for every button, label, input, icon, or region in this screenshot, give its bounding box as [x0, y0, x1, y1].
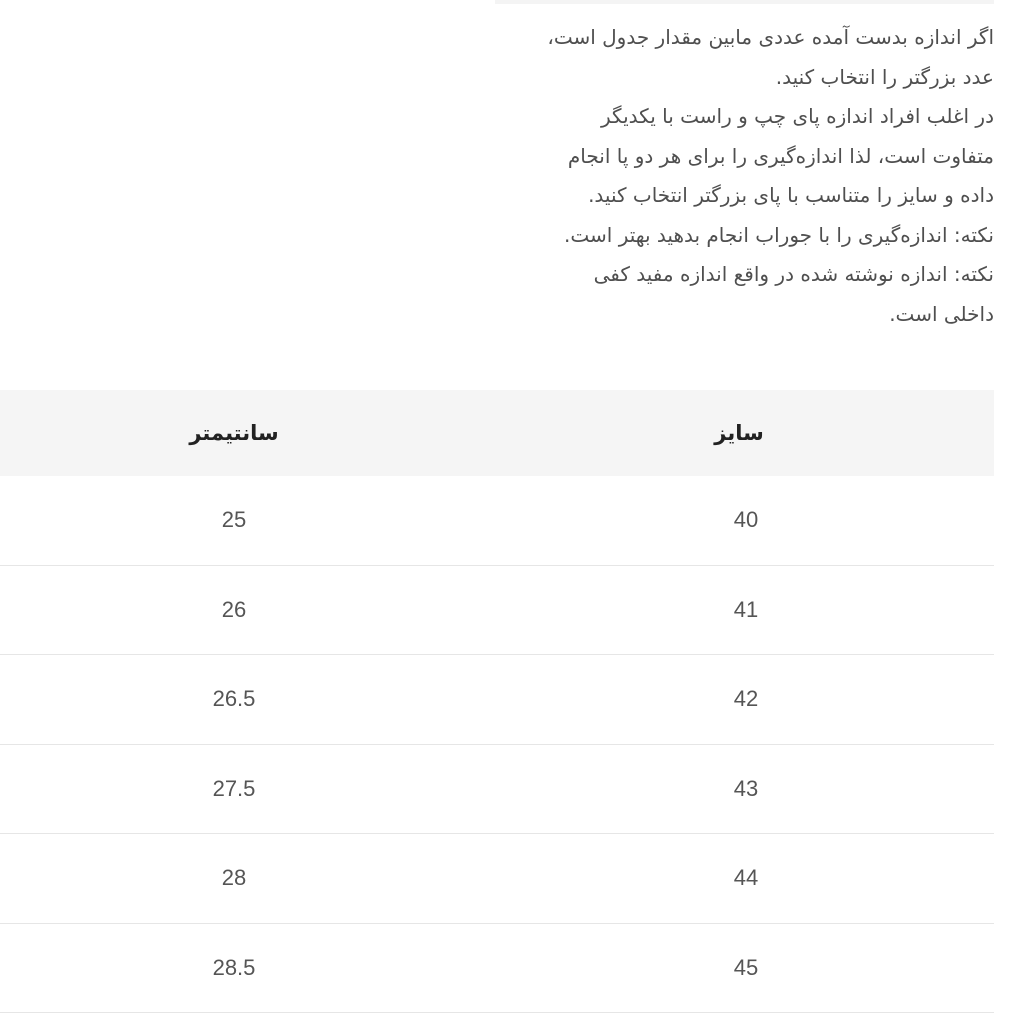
size-value: 45: [733, 954, 759, 980]
table-row: [0, 924, 994, 1014]
cm-value: 27.5: [212, 775, 256, 801]
cm-cell: [0, 955, 500, 981]
cm-cell: [0, 597, 500, 623]
note-line: در اغلب افراد اندازه پای چپ و راست با یکدیگر: [601, 104, 994, 128]
size-cell: [500, 955, 994, 981]
note-line: نکته: اندازه نوشته شده در واقع اندازه مفید کفی: [593, 262, 994, 286]
top-divider: [495, 0, 994, 4]
column-header-cm-label: سانتیمتر: [189, 421, 279, 445]
table-row: [0, 834, 994, 924]
size-guide-notes: [434, 18, 994, 334]
note-line: متفاوت است، لذا اندازه‌گیری را برای هر دو پا انجام: [567, 143, 994, 168]
note-line: داده و سایز را متناسب با پای بزرگتر انتخاب کنید.: [588, 183, 994, 207]
table-row: [0, 476, 994, 566]
note-line: داخلی است.: [889, 301, 994, 326]
column-header-cm: [0, 421, 500, 445]
cm-value: 28.5: [212, 954, 256, 980]
cm-cell: [0, 507, 500, 533]
cm-cell: [0, 686, 500, 712]
size-cell: [500, 507, 994, 533]
cm-value: 26.5: [212, 686, 256, 712]
size-chart-table: [0, 390, 994, 1013]
size-cell: [500, 865, 994, 891]
cm-cell: [0, 865, 500, 891]
size-cell: [500, 776, 994, 802]
cm-value: 26: [221, 596, 247, 622]
note-line: نکته: اندازه‌گیری را با جوراب انجام بدهید بهتر است.: [564, 222, 994, 247]
size-value: 42: [733, 686, 759, 712]
column-header-size-label: سایز: [714, 421, 764, 445]
size-cell: [500, 597, 994, 623]
table-row: [0, 655, 994, 745]
cm-value: 28: [221, 865, 247, 891]
cm-cell: [0, 776, 500, 802]
size-cell: [500, 686, 994, 712]
column-header-size: [500, 421, 994, 445]
size-value: 40: [733, 507, 759, 533]
table-row: [0, 745, 994, 835]
table-row: [0, 566, 994, 656]
size-value: 41: [733, 596, 759, 622]
size-value: 44: [733, 865, 759, 891]
note-line: عدد بزرگتر را انتخاب کنید.: [775, 64, 994, 89]
size-value: 43: [733, 775, 759, 801]
note-line: اگر اندازه بدست آمده عددی مابین مقدار جدول است،: [547, 25, 994, 49]
cm-value: 25: [221, 507, 247, 533]
table-header-row: [0, 390, 994, 476]
